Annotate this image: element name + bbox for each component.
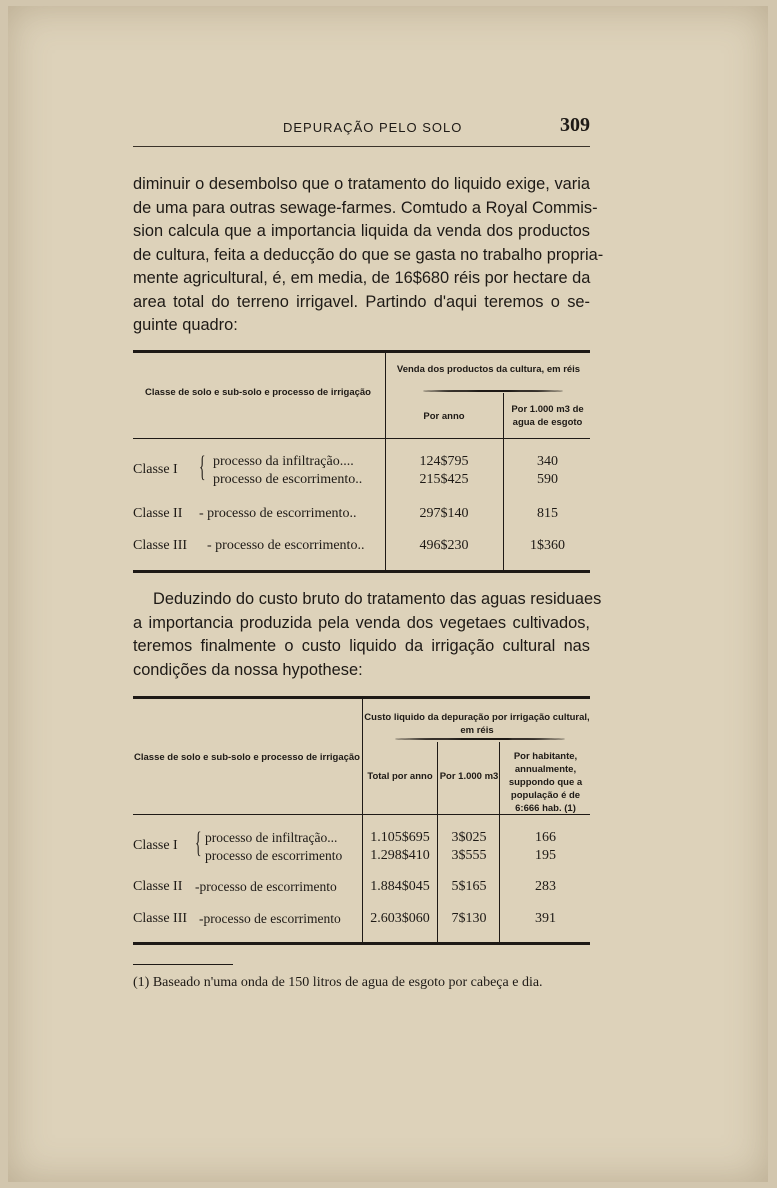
table-row-process: processo de escorrimento bbox=[205, 848, 343, 863]
table-cell-value: 340 bbox=[537, 454, 558, 469]
table-row-process: -processo de escorrimento bbox=[199, 911, 341, 926]
paragraph-line: area total do terreno irrigavel. Partindo d'aqui teremos o se- bbox=[133, 292, 590, 311]
table-cell-value: 2.603$060 bbox=[370, 911, 430, 926]
header-per-m3: Por 1.000 m3 de agua de esgoto bbox=[511, 404, 584, 428]
paragraph-line: mente agricultural, é, em media, de 16$680 réis por hectare da bbox=[133, 269, 591, 287]
table-cell-value: 1$360 bbox=[530, 538, 565, 553]
table-row-class: Classe I bbox=[133, 462, 178, 477]
page-header bbox=[133, 114, 590, 147]
paragraph-line: de cultura, feita a deducção do que se gasta no trabalho propria- bbox=[133, 245, 604, 264]
header-class-col: Classe de solo e sub-solo e processo de irrigação bbox=[134, 752, 360, 763]
paragraph-1 bbox=[133, 173, 604, 338]
header-net-cost-group: Custo liquido da depuração por irrigação cultural, em réis bbox=[364, 712, 590, 736]
table-row-class: Classe II bbox=[133, 879, 183, 894]
table-cell-value: 3$025 bbox=[451, 830, 487, 845]
table-row-process: processo de escorrimento.. bbox=[213, 472, 363, 487]
table-row-class: Classe I bbox=[133, 838, 178, 853]
paragraph-line: condições da nossa hypothese: bbox=[133, 660, 363, 679]
table-cell-value: 1.884$045 bbox=[370, 879, 430, 894]
paragraph-line: diminuir o desembolso que o tratamento do liquido exige, varia bbox=[133, 175, 590, 193]
table-row-process: - processo de escorrimento.. bbox=[207, 538, 365, 553]
paragraph-2 bbox=[133, 588, 602, 682]
header-per-year: Por anno bbox=[423, 411, 465, 422]
running-title: DEPURAÇÃO PELO SOLO bbox=[283, 120, 463, 135]
table-cell-value: 283 bbox=[535, 879, 556, 894]
table-cell-value: 590 bbox=[537, 472, 558, 487]
paragraph-line: Deduzindo do custo bruto do tratamento das aguas residuaes bbox=[153, 590, 602, 608]
paragraph-line: guinte quadro: bbox=[133, 316, 238, 334]
table-row-process: -processo de escorrimento bbox=[195, 879, 337, 894]
paragraph-line: sion calcula que a importancia liquida da venda dos productos bbox=[133, 222, 590, 240]
brace-symbol: { bbox=[195, 826, 202, 859]
table-sales bbox=[133, 350, 590, 574]
table-row-class: Classe II bbox=[133, 506, 183, 521]
table-cell-value: 3$555 bbox=[451, 848, 487, 863]
paragraph-line: de uma para outras sewage-farmes. Comtudo a Royal Commis- bbox=[133, 198, 598, 217]
table-cell-value: 815 bbox=[537, 506, 558, 521]
table-cell-value: 1.298$410 bbox=[370, 848, 430, 863]
table-cell-value: 1.105$695 bbox=[370, 830, 430, 845]
table-cell-value: 124$795 bbox=[419, 454, 469, 469]
header-class-col: Classe de solo e sub-solo e processo de irrigação bbox=[145, 387, 371, 398]
table-row-class: Classe III bbox=[133, 538, 188, 553]
paragraph-line: teremos finalmente o custo liquido da irrigação cultural nas bbox=[133, 637, 590, 655]
table-cell-value: 496$230 bbox=[419, 538, 469, 553]
table-cell-value: 297$140 bbox=[419, 506, 469, 521]
header-total: Total por anno bbox=[367, 771, 433, 782]
header-sales-group: Venda dos productos da cultura, em réis bbox=[396, 364, 581, 375]
table-cell-value: 166 bbox=[535, 830, 556, 845]
table-cell-value: 5$165 bbox=[451, 879, 487, 894]
table-row-class: Classe III bbox=[133, 911, 188, 926]
header-per-m3: Por 1.000 m3 bbox=[439, 771, 499, 782]
footnote-rule bbox=[133, 964, 233, 965]
paragraph-line: a importancia produzida pela venda dos vegetaes cultivados, bbox=[133, 613, 590, 632]
table-cell-value: 195 bbox=[535, 848, 556, 863]
footnote: (1) Baseado n'uma onda de 150 litros de agua de esgoto por cabeça e dia. bbox=[133, 975, 543, 990]
brace-symbol: { bbox=[199, 450, 206, 483]
table-row-process: processo da infiltração.... bbox=[213, 454, 354, 469]
table-cell-value: 7$130 bbox=[451, 911, 487, 926]
table-row-process: processo de infiltração... bbox=[205, 830, 338, 845]
table-row-process: - processo de escorrimento.. bbox=[199, 506, 357, 521]
table-net-cost bbox=[133, 696, 590, 946]
page-number: 309 bbox=[560, 114, 590, 136]
table-cell-value: 215$425 bbox=[419, 472, 469, 487]
header-per-capita: Por habitante, annualmente, suppondo que a população é de 6:666 hab. (1) bbox=[508, 751, 583, 814]
table-cell-value: 391 bbox=[535, 911, 556, 926]
